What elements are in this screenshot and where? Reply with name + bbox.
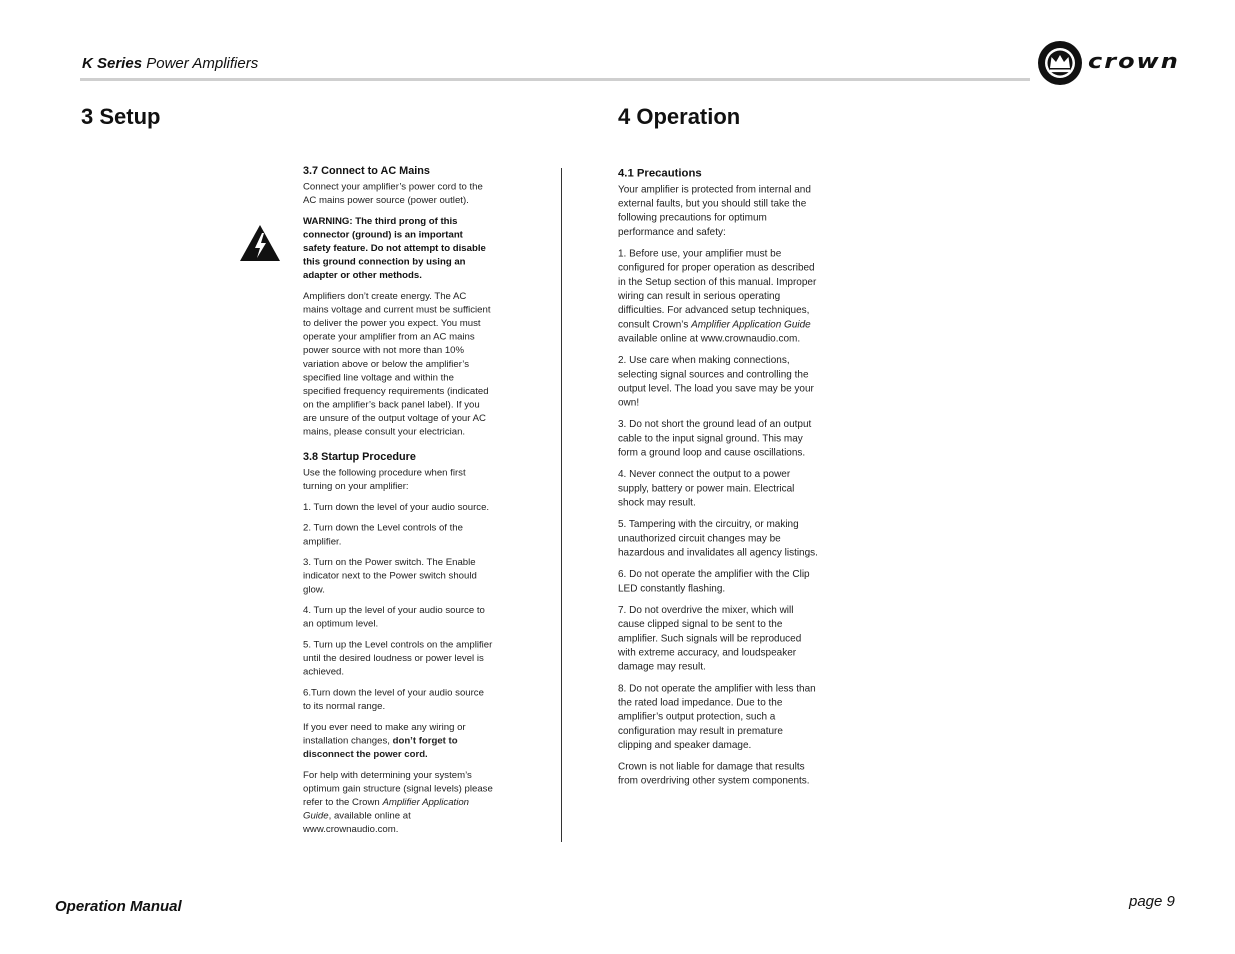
wiring-note-text: If you ever need to make any wiring or installation changes, (303, 721, 466, 747)
page-number: page 9 (1129, 893, 1175, 910)
series-name: K Series (82, 55, 143, 72)
ac-mains-title: 3.7 Connect to AC Mains (303, 164, 430, 177)
startup-step-1: 1. Turn down the level of your audio source. (303, 501, 490, 513)
liability-disclaimer: Crown is not liable for damage that results from overdriving other system components. (618, 761, 810, 787)
logo-wordmark: crown (1088, 49, 1180, 73)
precaution-2: 2. Use care when making connections, selecting signal sources and controlling the output level. The load you save may be your own! (618, 354, 814, 409)
precaution-6: 6. Do not operate the amplifier with the Clip LED constantly flashing. (618, 568, 810, 595)
precaution-3: 3. Do not short the ground lead of an output cable to the input signal ground. This may form a ground loop and cause oscillations. (618, 418, 812, 459)
wiring-note-bold: don’t forget to disconnect the power cord. (303, 735, 458, 760)
precaution-1 (618, 247, 818, 346)
startup-step-6: 6.Turn down the level of your audio source to its normal range. (303, 687, 484, 712)
precaution-1-tail: available online at www.crownaudio.com. (618, 332, 801, 345)
ac-mains-body: Amplifiers don’t create energy. The AC mains voltage and current must be sufficient to deliver the power you expect. You must operate your amplifier from an AC mains power source with not more than 10% variation above or below the amplifier’s specified line voltage and within the specified frequency requirements (indicated on the amplifier’s back panel label). If you are unsure of the output voltage of your AC mains, please consult your electrician. (303, 290, 491, 438)
operation-heading: 4 Operation (618, 104, 741, 129)
precaution-1-guide-title: Amplifier Application Guide (691, 318, 811, 331)
column-divider (561, 168, 562, 842)
wiring-note (303, 721, 493, 762)
footer-manual-title: Operation Manual (55, 898, 182, 915)
ground-warning: WARNING: The third prong of this connector (ground) is an important safety feature. Do not attempt to disable this ground connection by using an adapter or other methods. (303, 215, 486, 281)
help-note-text: For help with determining your system’s optimum gain structure (signal levels) please refer to the Crown (303, 769, 493, 808)
precaution-7: 7. Do not overdrive the mixer, which will cause clipped signal to be sent to the amplifier. Such signals will be reproduced with extreme accuracy, and loudspeaker damage may result. (618, 604, 802, 673)
help-note-tail: , available online at www.crownaudio.com. (303, 810, 411, 835)
operation-column (618, 166, 818, 796)
startup-step-2: 2. Turn down the Level controls of the amplifier. (303, 522, 463, 548)
header-rule (80, 78, 1030, 81)
product-name: Power Amplifiers (146, 55, 259, 72)
help-note (303, 769, 493, 837)
setup-column (303, 164, 493, 844)
startup-step-4: 4. Turn up the level of your audio source to an optimum level. (303, 604, 485, 630)
setup-heading: 3 Setup (81, 104, 161, 129)
precaution-5: 5. Tampering with the circuitry, or making unauthorized circuit changes may be hazardous and invalidates all agency listings. (618, 518, 818, 559)
startup-intro: Use the following procedure when first turning on your amplifier: (303, 467, 466, 492)
ac-mains-intro: Connect your amplifier’s power cord to the AC mains power source (power outlet). (303, 181, 483, 206)
help-guide-title: Amplifier Application Guide (303, 796, 470, 822)
electrical-warning-icon (239, 224, 281, 262)
startup-step-5: 5. Turn up the Level controls on the amplifier until the desired loudness or power level is achieved. (303, 639, 493, 678)
crown-emblem-icon (1036, 39, 1084, 87)
crown-logo (1036, 38, 1186, 88)
precaution-4: 4. Never connect the output to a power supply, battery or power main. Electrical shock may result. (618, 468, 795, 509)
startup-step-3: 3. Turn on the Power switch. The Enable indicator next to the Power switch should glow. (303, 556, 477, 595)
precautions-title: 4.1 Precautions (618, 166, 702, 180)
precaution-8: 8. Do not operate the amplifier with less than the rated load impedance. Due to the amplifier’s output protection, such a configuration may result in premature clipping and speaker damage. (618, 682, 816, 751)
running-header (82, 55, 258, 72)
precautions-intro: Your amplifier is protected from internal and external faults, but you should still take the following precautions for optimum performance and safety: (618, 183, 811, 238)
precaution-1-text: 1. Before use, your amplifier must be configured for proper operation as described in the Setup section of this manual. Improper wiring can result in serious operating difficulties. For advanced setup techniques, consult Crown’s (618, 248, 817, 331)
startup-title: 3.8 Startup Procedure (303, 450, 416, 463)
